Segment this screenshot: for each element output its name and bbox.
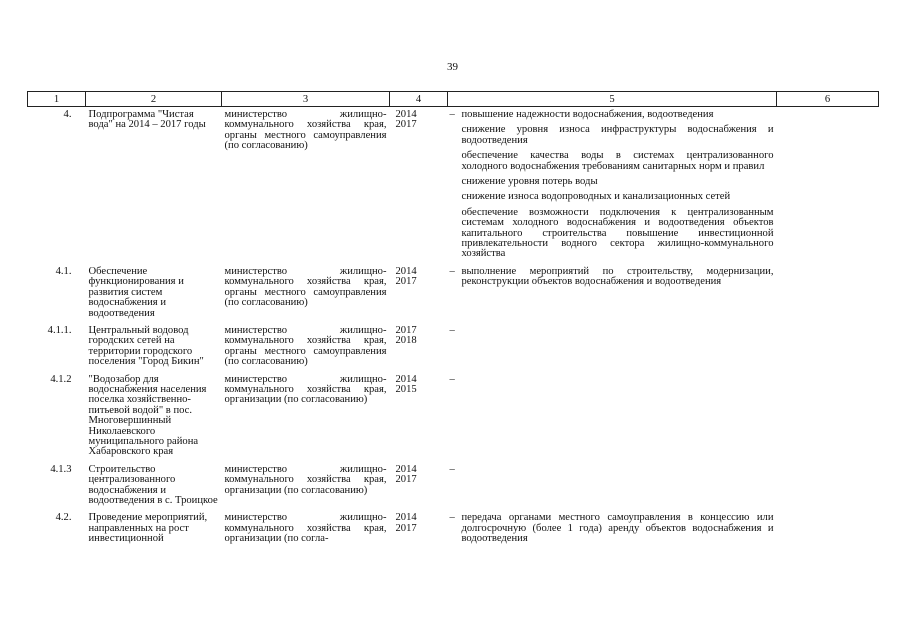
result-dash: –	[449, 109, 455, 120]
result-dash	[450, 125, 462, 146]
result-item	[450, 151, 774, 172]
result-text	[462, 326, 774, 336]
years-cell	[390, 264, 448, 323]
measure-name-cell: Строительство централизованного водоснабжения и водоотведения в с. Троицкое	[88, 463, 218, 506]
result-text	[462, 375, 774, 385]
years-text: 2014 2017	[395, 512, 417, 534]
row-number-cell: 4.1.1.	[47, 324, 72, 336]
years-cell	[390, 372, 448, 462]
result-text: снижение уровня потерь воды	[461, 176, 598, 188]
notes-cell	[777, 107, 879, 264]
executor-cell: министерство жилищно-коммунального хозяйства края, органы местного самоуправления (по согласованию)	[224, 265, 387, 309]
result-text: обеспечение качества воды в системах централизованного холодного водоснабжения требованиям санитарных норм и правил	[461, 150, 774, 172]
result-dash	[450, 177, 462, 187]
table-row	[28, 510, 879, 548]
result-dash	[450, 208, 462, 260]
result-dash: –	[449, 373, 455, 385]
result-item	[450, 465, 774, 475]
result-text: передача органами местного самоуправления в концессию или долгосрочную (более 1 года) аренду объектов водоснабжения и водоотведения	[461, 512, 774, 545]
result-text: обеспечение возможности подключения к централизованным системам холодного водоснабжения и водоотведения объектов капитального строительства повышение инвестиционной привлекательности водного сектора жилищно-коммунального хозяйства	[461, 206, 774, 260]
result-dash: –	[449, 265, 455, 277]
results-cell	[448, 323, 777, 372]
result-item	[450, 513, 774, 544]
executor-cell: министерство жилищно-коммунального хозяйства края, органы местного самоуправления (по согласованию)	[224, 109, 387, 152]
column-header: 6	[777, 92, 879, 107]
table-row	[28, 462, 879, 511]
column-header: 1	[28, 92, 86, 107]
row-number-cell: 4.2.	[55, 512, 72, 524]
result-dash: –	[449, 463, 455, 475]
result-text: снижение уровня износа инфраструктуры водоснабжения и водоотведения	[461, 124, 774, 146]
result-item	[450, 326, 774, 336]
results-cell	[448, 107, 777, 264]
measure-name-cell: Обеспечение функционирования и развития систем водоснабжения и водоотведения	[88, 265, 184, 319]
row-number-cell: 4.1.2	[50, 373, 72, 385]
column-header: 4	[390, 92, 448, 107]
measure-name-cell: Центральный водовод городских сетей на территории городского поселения "Город Бикин"	[88, 324, 204, 368]
row-number-cell: 4.	[63, 109, 72, 120]
result-dash	[450, 192, 462, 202]
notes-cell	[777, 323, 879, 372]
years-cell	[390, 107, 448, 264]
result-item	[450, 110, 774, 120]
column-header: 5	[448, 92, 777, 107]
row-number-cell: 4.1.3	[50, 463, 72, 475]
notes-cell	[777, 372, 879, 462]
measure-name-cell: "Водозабор для водоснабжения населения поселка хозяйственно-питьевой водой" в пос. Многовершинный Николаевского муниципального района Хабаровского края	[88, 373, 207, 458]
results-cell	[448, 510, 777, 548]
measure-name-cell: Подпрограмма "Чистая вода" на 2014 – 2017 годы	[88, 109, 206, 131]
result-text: выполнение мероприятий по строительству, модернизации, реконструкции объектов водоснабжения и водоотведения	[461, 265, 774, 288]
years-cell	[390, 323, 448, 372]
executor-cell: министерство жилищно-коммунального хозяйства края, организации (по согласованию)	[224, 463, 387, 496]
executor-cell: министерство жилищно-коммунального хозяйства края, организации (по согла-	[224, 512, 387, 545]
years-text: 2014 2017	[395, 463, 417, 486]
executor-cell: министерство жилищно-коммунального хозяйства края, органы местного самоуправления (по согласованию)	[224, 324, 387, 368]
row-number-cell: 4.1.	[55, 265, 72, 277]
result-dash: –	[449, 324, 455, 336]
years-text: 2014 2015	[395, 373, 417, 395]
result-item	[450, 125, 774, 146]
notes-cell	[777, 264, 879, 323]
result-text: снижение износа водопроводных и канализационных сетей	[461, 191, 731, 203]
result-item	[450, 177, 774, 187]
column-header: 2	[86, 92, 222, 107]
results-cell	[448, 462, 777, 511]
years-text: 2014 2017	[395, 265, 417, 288]
notes-cell	[777, 462, 879, 511]
result-dash: –	[449, 512, 455, 524]
table-row	[28, 264, 879, 323]
table-row	[28, 107, 879, 264]
years-text: 2017 2018	[395, 324, 417, 347]
measure-name-cell: Проведение мероприятий, направленных на рост инвестиционной	[88, 512, 208, 545]
result-dash	[450, 151, 462, 172]
result-item	[450, 192, 774, 202]
column-header: 3	[222, 92, 390, 107]
executor-cell: министерство жилищно-коммунального хозяйства края, организации (по согласованию)	[224, 373, 387, 406]
table-row	[28, 323, 879, 372]
results-cell	[448, 372, 777, 462]
table-row	[28, 372, 879, 462]
page-number: 39	[447, 61, 458, 73]
years-cell	[390, 462, 448, 511]
result-item	[450, 267, 774, 288]
result-text	[462, 465, 774, 475]
notes-cell	[777, 510, 879, 548]
result-item	[450, 208, 774, 260]
results-table	[27, 91, 879, 549]
result-item	[450, 375, 774, 385]
table-header-row	[28, 92, 879, 107]
results-cell	[448, 264, 777, 323]
result-text: повышение надежности водоснабжения, водоотведения	[461, 109, 714, 120]
years-text: 2014 2017	[395, 109, 417, 131]
years-cell	[390, 510, 448, 548]
